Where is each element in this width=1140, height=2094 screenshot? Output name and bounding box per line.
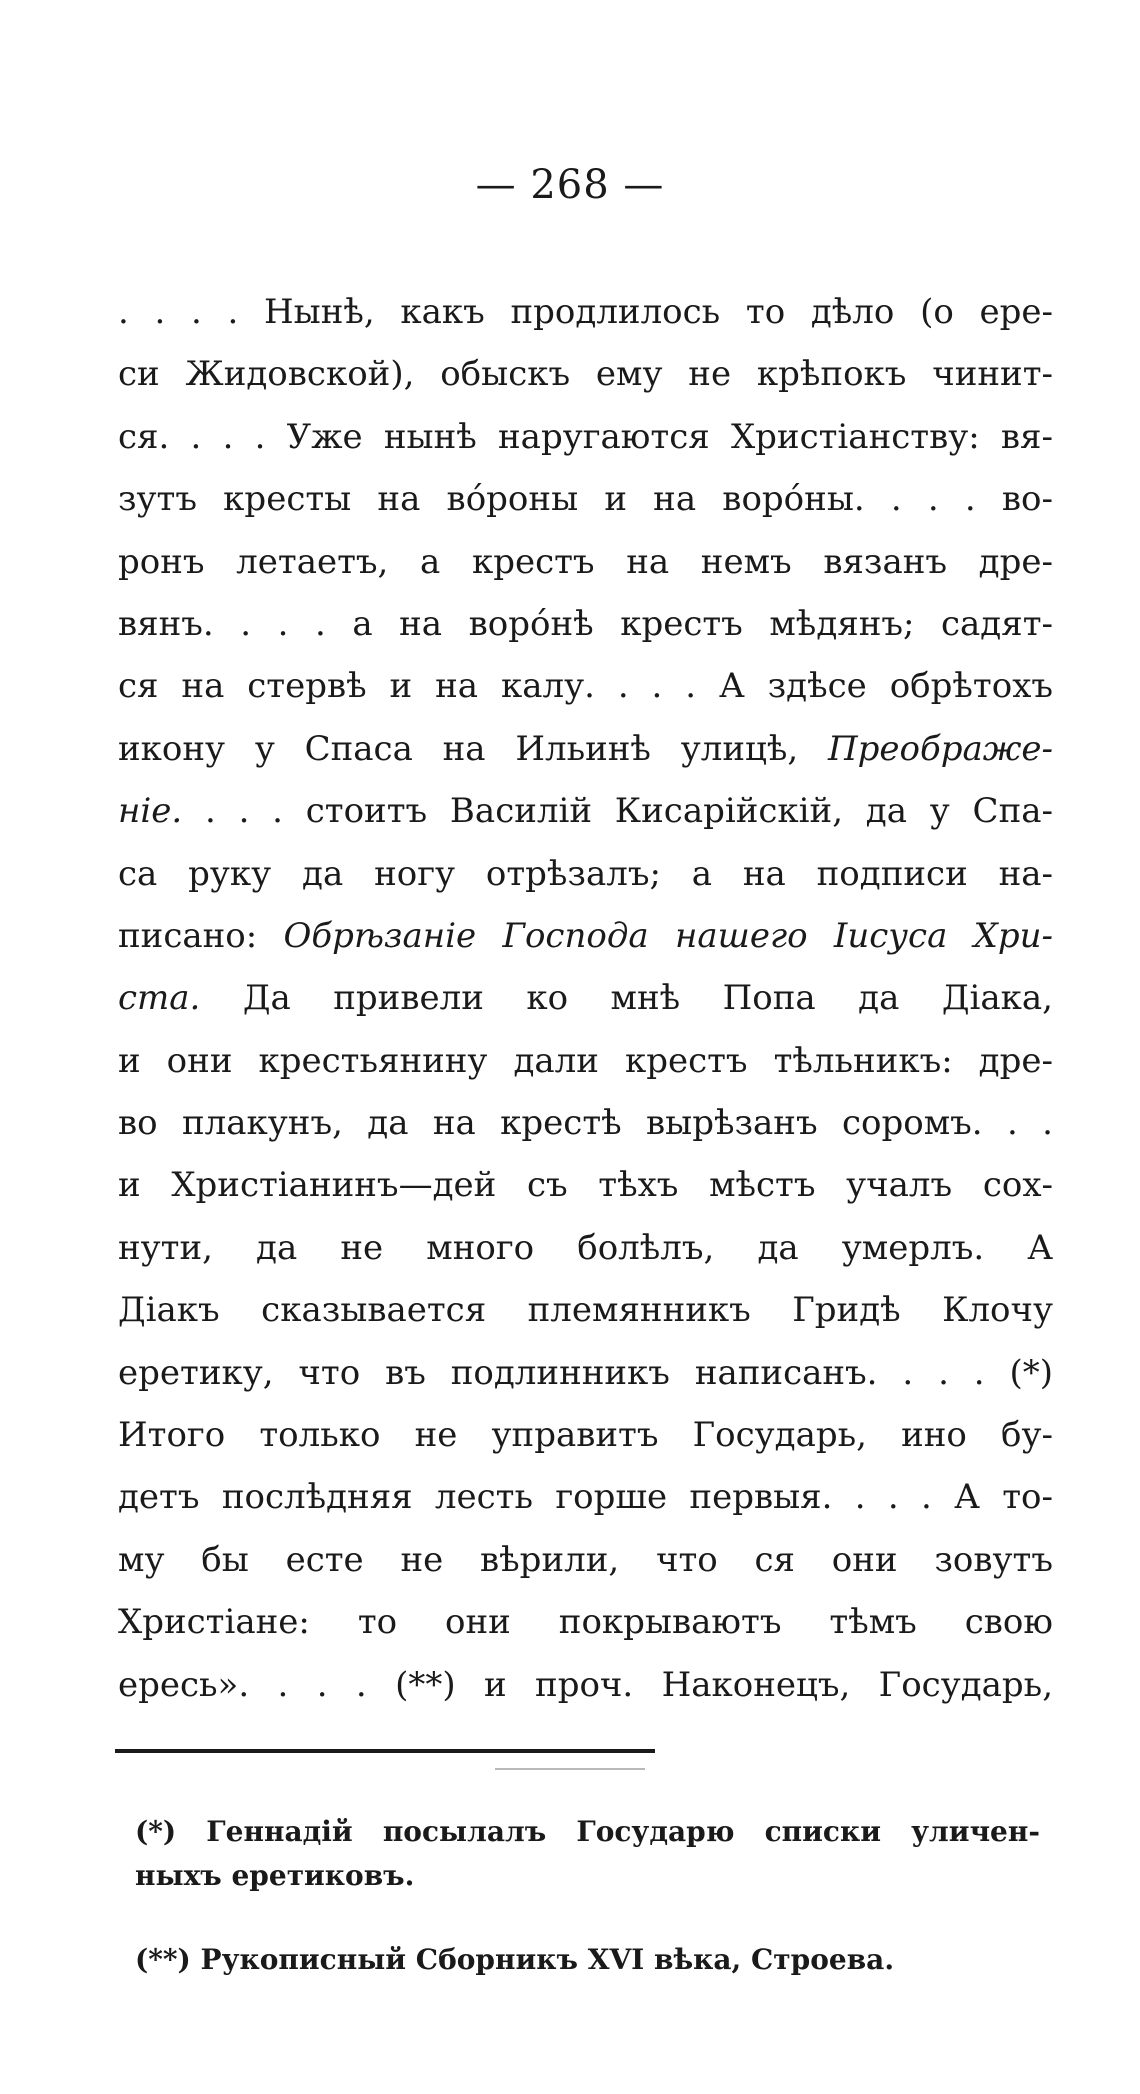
text-segment: и Христіанинъ—дей съ тѣхъ мѣстъ учалъ сох- (118, 1165, 1053, 1206)
text-segment: ся на стервѣ и на калу. . . . А здѣсе обрѣтохъ (118, 666, 1053, 707)
footnote-1-line-2: ныхъ еретиковъ. (135, 1859, 415, 1892)
text-segment: Да привели ко мнѣ Попа да Діака, (200, 978, 1053, 1019)
text-segment: икону у Спаса на Ильинѣ улицѣ, (118, 728, 828, 769)
text-line (118, 1404, 1053, 1466)
text-line (118, 1591, 1053, 1653)
text-segment: еретику, что въ подлинникъ написанъ. . . . (*) (118, 1352, 1053, 1393)
text-line (118, 1092, 1053, 1154)
text-line (118, 1529, 1053, 1591)
footnote-2: (**) Рукописный Сборникъ XVI вѣка, Строева. (135, 1943, 895, 1976)
text-line (118, 843, 1053, 905)
text-segment: Итого только не управитъ Государь, ино бу- (118, 1415, 1053, 1456)
text-line (118, 343, 1053, 405)
text-segment: и они крестьянину дали крестъ тѣльникъ: дре- (118, 1040, 1053, 1081)
italic-segment: ніе. (118, 791, 183, 832)
page-number: — 268 — (475, 162, 665, 208)
text-line (118, 531, 1053, 593)
footnote-separator-faint (495, 1768, 645, 1770)
text-line (118, 406, 1053, 468)
text-line (118, 1342, 1053, 1404)
footnote-separator (115, 1749, 655, 1753)
text-segment: си Жидовской), обыскъ ему не крѣпокъ чинит- (118, 354, 1053, 395)
text-segment: зутъ кресты на вóроны и на ворóны. . . . во- (118, 479, 1053, 520)
text-segment: Діакъ сказывается племянникъ Гридѣ Клочу (118, 1290, 1053, 1331)
footnotes (135, 1810, 1040, 1982)
main-text (118, 281, 1053, 1716)
text-line (118, 718, 1053, 780)
text-segment: во плакунъ, да на крестѣ вырѣзанъ соромъ. . . (118, 1103, 1053, 1144)
text-segment: . . . . Нынѣ, какъ продлилось то дѣло (о ере- (118, 292, 1053, 332)
text-line (118, 967, 1053, 1029)
text-line (118, 1279, 1053, 1341)
italic-segment: Преображе- (827, 728, 1053, 769)
text-segment: . . . стоитъ Василій Кисарійскій, да у Спа- (182, 791, 1053, 832)
text-segment: му бы есте не вѣрили, что ся они зовутъ (118, 1539, 1053, 1580)
footnote-1-line-1: (*) Геннадій посылалъ Государю списки уличен- (135, 1815, 1040, 1848)
text-line (118, 468, 1053, 530)
text-segment: ересь». . . . (**) и проч. Наконецъ, Государь, (118, 1664, 1053, 1705)
text-line (118, 1217, 1053, 1279)
text-segment: писано: (118, 915, 284, 956)
text-segment: Христіане: то они покрываютъ тѣмъ свою (118, 1602, 1053, 1643)
text-segment: ронъ летаетъ, а крестъ на немъ вязанъ дре- (118, 541, 1053, 582)
text-line (118, 593, 1053, 655)
text-line (118, 1030, 1053, 1092)
text-segment: вянъ. . . . а на ворóнѣ крестъ мѣдянъ; садят- (118, 603, 1053, 644)
text-segment: детъ послѣдняя лесть горше первыя. . . . А то- (118, 1477, 1053, 1518)
italic-segment: ста. (118, 978, 201, 1019)
italic-segment: Обрѣзаніе Господа нашего Іисуса Хри- (283, 915, 1053, 956)
text-segment: са руку да ногу отрѣзалъ; а на подписи на- (118, 853, 1053, 894)
text-segment: нути, да не много болѣлъ, да умерлъ. А (118, 1227, 1053, 1268)
text-line (118, 281, 1053, 343)
text-line (118, 1654, 1053, 1716)
text-segment: ся. . . . Уже нынѣ наругаются Христіанству: вя- (118, 416, 1053, 457)
text-line (118, 780, 1053, 842)
text-line (118, 1154, 1053, 1216)
text-line (118, 655, 1053, 717)
text-line (118, 1466, 1053, 1528)
text-line (118, 905, 1053, 967)
